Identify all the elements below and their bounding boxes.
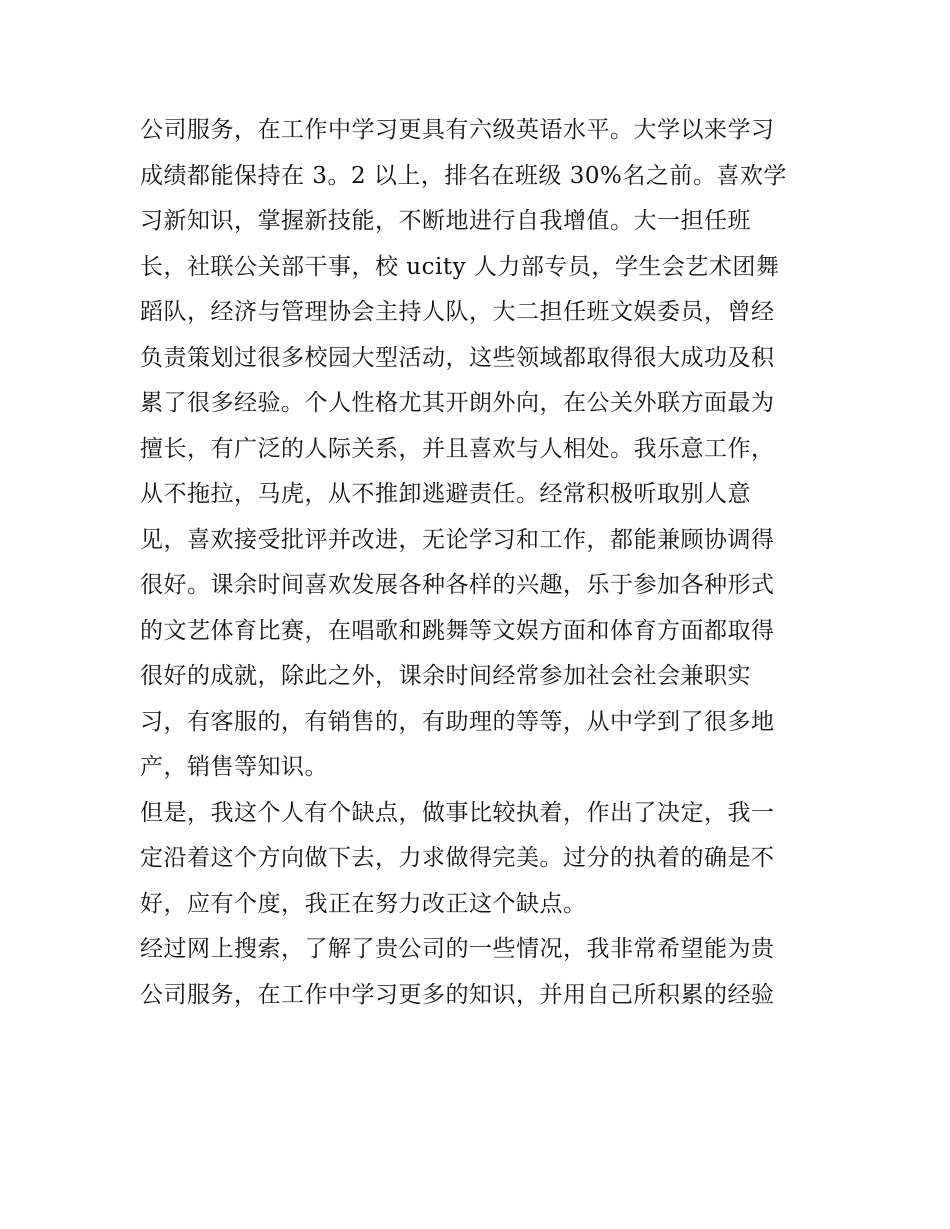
text-line: 长，社联公关部干事，校 ucity 人力部专员，学生会艺术团舞: [140, 253, 780, 280]
text-line: 好，应有个度，我正在努力改正这个缺点。: [140, 890, 587, 917]
text-line: 的文艺体育比赛，在唱歌和跳舞等文娱方面和体育方面都取得: [140, 617, 775, 644]
text-line: 很好的成就，除此之外，课余时间经常参加社会社会兼职实: [140, 663, 751, 689]
text-line: 擅长，有广泛的人际关系，并且喜欢与人相处。我乐意工作，: [140, 435, 775, 462]
text-line: 定沿着这个方向做下去，力求做得完美。过分的执着的确是不: [140, 845, 775, 871]
text-line: 见，喜欢接受批评并改进，无论学习和工作，都能兼顾协调得: [140, 526, 775, 553]
text-line: 但是，我这个人有个缺点，做事比较执着，作出了决定，我一: [140, 799, 775, 826]
text-line: 公司服务，在工作中学习更多的知识，并用自己所积累的经验: [140, 981, 775, 1008]
text-line: 累了很多经验。个人性格尤其开朗外向，在公关外联方面最为: [140, 390, 775, 416]
text-line: 公司服务，在工作中学习更具有六级英语水平。大学以来学习: [140, 117, 775, 143]
text-line: 从不拖拉，马虎，从不推卸逃避责任。经常积极听取别人意: [140, 481, 751, 507]
body-text: [140, 108, 815, 1018]
text-line: 很好。课余时间喜欢发展各种各样的兴趣，乐于参加各种形式: [140, 572, 775, 598]
text-line: 经过网上搜索，了解了贵公司的一些情况，我非常希望能为贵: [140, 936, 775, 962]
text-line: 蹈队，经济与管理协会主持人队，大二担任班文娱委员，曾经: [140, 299, 775, 325]
text-line: 负责策划过很多校园大型活动，这些领域都取得很大成功及积: [140, 344, 775, 371]
text-line: 习新知识，掌握新技能，不断地进行自我增值。大一担任班: [140, 208, 751, 234]
text-line: 习，有客服的，有销售的，有助理的等等，从中学到了很多地: [140, 708, 775, 735]
text-line: 成绩都能保持在 3。2 以上，排名在班级 30%名之前。喜欢学: [140, 162, 787, 189]
text-line: 产，销售等知识。: [140, 754, 328, 780]
